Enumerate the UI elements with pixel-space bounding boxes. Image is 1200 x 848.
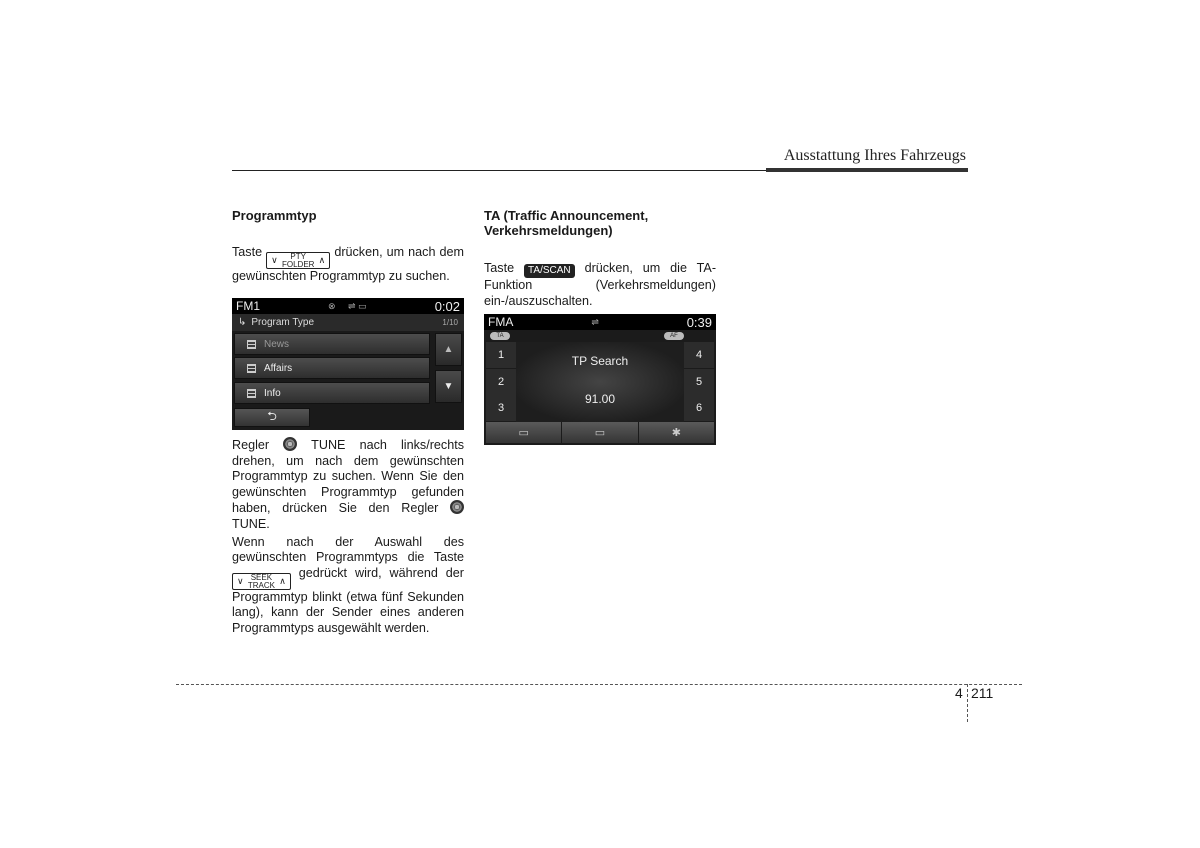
chevron-down-icon: ∨	[237, 575, 244, 586]
heading-ta: TA (Traffic Announcement, Verkehrsmeldungen)	[484, 208, 649, 238]
screen-bottom-bar	[486, 422, 714, 443]
preset-3: 3	[486, 395, 516, 421]
list-counter: 1/10	[442, 318, 458, 327]
chevron-down-icon: ∨	[271, 255, 278, 265]
header-bar	[766, 168, 968, 172]
band-label: FMA	[488, 315, 514, 329]
paragraph-tune	[232, 437, 464, 533]
af-badge: AF	[664, 332, 684, 340]
fm1-screen-image	[232, 298, 464, 430]
paragraph-ta	[484, 261, 716, 309]
preset-2: 2	[486, 369, 516, 395]
chevron-up-icon: ∧	[279, 575, 286, 586]
scroll-down-icon: ▼	[435, 370, 462, 403]
screen-status-bar	[484, 314, 716, 330]
footer-rule	[176, 684, 1022, 685]
text-seek-instruction: gedrückt wird, während der Programmtyp blinkt (etwa fünf Sekunden lang), kann der Sender eines anderen Programmtyps ausgewählt werden.	[232, 565, 464, 635]
gear-icon: ✱	[639, 422, 714, 443]
frequency: 91.00	[584, 392, 616, 406]
back-icon: ⮌	[234, 408, 310, 427]
text-tune: TUNE.	[232, 516, 270, 531]
footer-divider	[967, 684, 968, 722]
list-icon	[247, 340, 256, 349]
usb-icon: ⇌	[591, 316, 599, 327]
list-item	[234, 333, 430, 355]
tune-knob-icon	[450, 500, 464, 514]
clock: 0:02	[434, 298, 460, 314]
text-regler: Regler	[232, 438, 270, 452]
tp-search-status: TP Search	[571, 354, 629, 368]
preset-4: 4	[684, 342, 714, 368]
key-folder-label: FOLDER	[281, 260, 315, 269]
paragraph-seek	[232, 535, 464, 637]
left-column-lower	[232, 437, 464, 637]
key-pty-label: PTY	[290, 252, 306, 261]
pty-folder-key-icon	[266, 252, 330, 269]
text-taste: Taste	[232, 245, 263, 259]
list-item-label: News	[264, 338, 290, 350]
middle-column	[484, 206, 716, 309]
preset-5: 5	[684, 369, 714, 395]
paragraph-pty	[232, 245, 464, 285]
key-track-label: TRACK	[247, 580, 275, 590]
band-label: FM1	[236, 299, 260, 313]
ta-scan-key-icon: TA/SCAN	[524, 264, 575, 278]
list-item-label: Affairs	[264, 362, 293, 374]
key-seek-label: SEEK	[250, 572, 273, 582]
seek-track-key-icon	[232, 573, 291, 590]
fma-screen-image	[484, 314, 716, 445]
list-item-label: Info	[264, 387, 281, 399]
section-title: Ausstattung Ihres Fahrzeugs	[783, 147, 966, 164]
chapter-number: 4	[955, 685, 963, 701]
display-center	[516, 342, 684, 422]
page-number: 211	[971, 685, 994, 701]
text-taste: Taste	[484, 261, 515, 275]
text-seek-intro: Wenn nach der Auswahl des gewünschten Programmtyps die Taste	[232, 534, 464, 565]
radio-list-icon: ▭	[486, 422, 561, 443]
radio-search-icon: ▭	[562, 422, 637, 443]
folder-icon: ↳	[238, 317, 247, 328]
list-header	[232, 314, 464, 331]
list-icon	[247, 364, 256, 373]
screen-status-bar	[232, 298, 464, 314]
status-icons: ⊗ ⇌ ▭	[328, 300, 367, 311]
scroll-up-icon: ▲	[435, 333, 462, 366]
list-item	[234, 357, 430, 379]
tune-knob-icon	[283, 437, 297, 451]
text-ta-instruction: drücken, um die TA-Funktion (Verkehrsmeldungen) ein-/auszuschalten.	[484, 261, 717, 308]
list-title: Program Type	[251, 317, 315, 328]
list-icon	[247, 389, 256, 398]
heading-programmtyp: Programmtyp	[232, 208, 317, 223]
list-item	[234, 382, 430, 404]
text-tune-instruction: TUNE nach links/rechts drehen, um nach dem gewünschten Programmtyp zu suchen. Wenn Sie den gewünschten Programmtyp gefunden haben, drücken Sie den Regler	[232, 438, 464, 516]
text-pty-instruction: drücken, um nach dem gewünschten Programmtyp zu suchen.	[232, 245, 465, 283]
chevron-up-icon: ∧	[318, 255, 326, 265]
preset-6: 6	[684, 395, 714, 421]
left-column	[232, 206, 464, 285]
preset-1: 1	[486, 342, 516, 368]
clock: 0:39	[686, 314, 712, 330]
ta-badge: TA	[490, 332, 510, 340]
